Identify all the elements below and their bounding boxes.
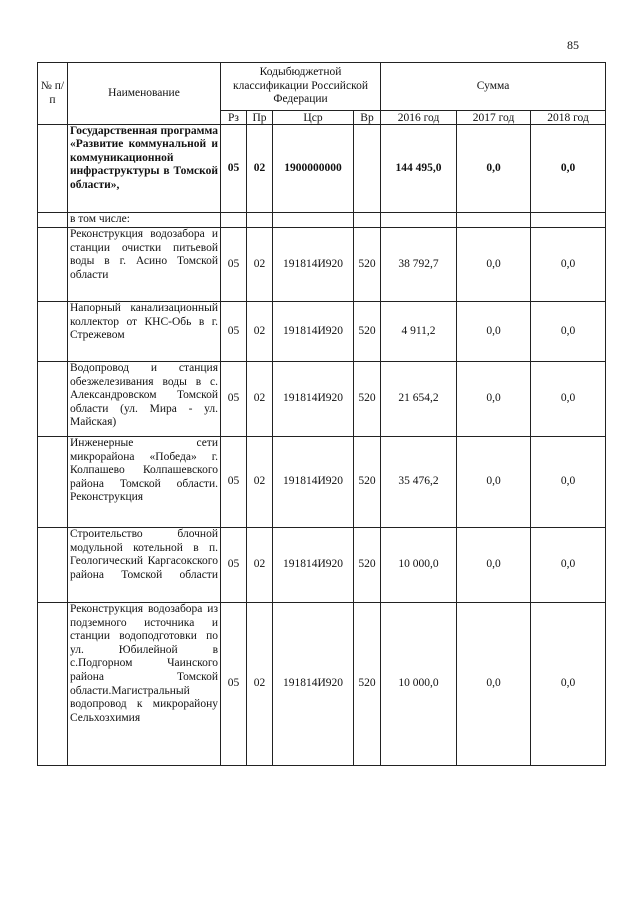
row-y2018: 0,0 — [531, 362, 606, 437]
program-num — [38, 125, 68, 213]
row-pr: 02 — [247, 362, 273, 437]
row-y2017: 0,0 — [457, 437, 531, 528]
row-y2017: 0,0 — [457, 528, 531, 603]
row-name: Водопровод и станция обезжелезивания воды в с. Александровском Томской области (ул. Мира - ул. Майская) — [68, 362, 221, 437]
program-pr: 02 — [247, 125, 273, 213]
row-name: Реконструкция водозабора из подземного источника и станции водоподготовки по ул. Юбилейной в с.Подгорном Чаинского района Томской области.Магистральный водопровод к микрорайону Сельхозхимия — [68, 603, 221, 766]
row-name: Реконструкция водозабора и станции очистки питьевой воды в г. Асино Томской области — [68, 228, 221, 302]
row-pr: 02 — [247, 437, 273, 528]
row-y2016: 10 000,0 — [381, 528, 457, 603]
row-rz: 05 — [221, 228, 247, 302]
including-label: в том числе: — [68, 213, 221, 228]
program-y2018: 0,0 — [531, 125, 606, 213]
row-y2016: 10 000,0 — [381, 603, 457, 766]
including-num — [38, 213, 68, 228]
table-row — [38, 228, 606, 302]
budget-table — [37, 62, 606, 766]
row-y2016: 21 654,2 — [381, 362, 457, 437]
program-y2016: 144 495,0 — [381, 125, 457, 213]
row-vr: 520 — [354, 437, 381, 528]
row-y2017: 0,0 — [457, 603, 531, 766]
program-name: Государственная программа «Развитие коммунальной и коммуникационной инфраструктуры в Томской области», — [68, 125, 221, 213]
program-csr: 1900000000 — [273, 125, 354, 213]
row-y2018: 0,0 — [531, 302, 606, 362]
row-vr: 520 — [354, 302, 381, 362]
row-csr: 191814И920 — [273, 302, 354, 362]
header-rz: Рз — [221, 111, 247, 125]
program-rz: 05 — [221, 125, 247, 213]
row-y2017: 0,0 — [457, 228, 531, 302]
row-csr: 191814И920 — [273, 228, 354, 302]
row-rz: 05 — [221, 528, 247, 603]
header-csr: Цср — [273, 111, 354, 125]
table-row — [38, 603, 606, 766]
header-codes: Кодыбюджетной классификации Российской Федерации — [221, 63, 381, 111]
row-pr: 02 — [247, 528, 273, 603]
header-vr: Вр — [354, 111, 381, 125]
row-y2018: 0,0 — [531, 228, 606, 302]
row-y2018: 0,0 — [531, 437, 606, 528]
row-y2016: 4 911,2 — [381, 302, 457, 362]
row-y2016: 38 792,7 — [381, 228, 457, 302]
header-pr: Пр — [247, 111, 273, 125]
header-num: № п/п — [38, 63, 68, 125]
row-vr: 520 — [354, 528, 381, 603]
row-vr: 520 — [354, 362, 381, 437]
row-name: Напорный канализационный коллектор от КНС-Обь в г. Стрежевом — [68, 302, 221, 362]
header-y2016: 2016 год — [381, 111, 457, 125]
row-csr: 191814И920 — [273, 362, 354, 437]
row-y2018: 0,0 — [531, 528, 606, 603]
row-rz: 05 — [221, 437, 247, 528]
row-y2016: 35 476,2 — [381, 437, 457, 528]
program-row — [38, 125, 606, 213]
header-y2018: 2018 год — [531, 111, 606, 125]
row-csr: 191814И920 — [273, 603, 354, 766]
row-name: Инженерные сети микрорайона «Победа» г. Колпашево Колпашевского района Томской области. Реконструкция — [68, 437, 221, 528]
header-row — [38, 63, 606, 111]
row-pr: 02 — [247, 603, 273, 766]
row-rz: 05 — [221, 603, 247, 766]
row-csr: 191814И920 — [273, 528, 354, 603]
row-y2018: 0,0 — [531, 603, 606, 766]
row-rz: 05 — [221, 302, 247, 362]
row-pr: 02 — [247, 228, 273, 302]
header-y2017: 2017 год — [457, 111, 531, 125]
row-rz: 05 — [221, 362, 247, 437]
header-name: Наименование — [68, 63, 221, 125]
row-name: Строительство блочной модульной котельной в п. Геологический Каргасокского района Томской области — [68, 528, 221, 603]
row-vr: 520 — [354, 228, 381, 302]
program-vr — [354, 125, 381, 213]
row-vr: 520 — [354, 603, 381, 766]
including-row — [38, 213, 606, 228]
row-y2017: 0,0 — [457, 302, 531, 362]
program-y2017: 0,0 — [457, 125, 531, 213]
header-sum: Сумма — [381, 63, 606, 111]
table-row — [38, 437, 606, 528]
table-row — [38, 528, 606, 603]
row-y2017: 0,0 — [457, 362, 531, 437]
row-csr: 191814И920 — [273, 437, 354, 528]
row-pr: 02 — [247, 302, 273, 362]
page-number: 85 — [567, 38, 579, 52]
table-row — [38, 362, 606, 437]
table-row — [38, 302, 606, 362]
